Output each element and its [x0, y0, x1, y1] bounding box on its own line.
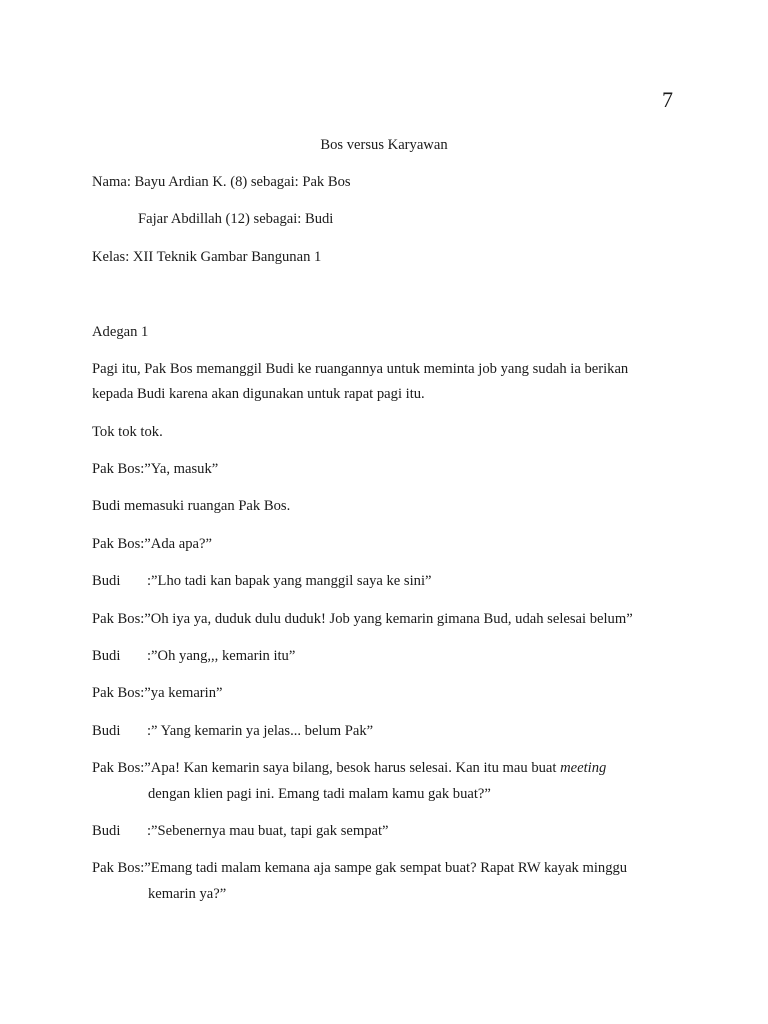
document-title: Bos versus Karyawan	[320, 137, 448, 153]
dialogue-text: :” Yang kemarin ya jelas... belum Pak”	[147, 723, 374, 739]
dialogue-continuation: kemarin ya?”	[148, 886, 227, 902]
scene-intro-line-2: kepada Budi karena akan digunakan untuk rapat pagi itu.	[92, 386, 425, 402]
speaker-name: Budi	[92, 723, 121, 739]
speaker-name: Budi	[92, 823, 121, 839]
dialogue-line: Pak Bos:”ya kemarin”	[92, 685, 223, 701]
dialogue-text: :”Lho tadi kan bapak yang manggil saya ke sini”	[147, 573, 432, 589]
nama-line-2: Fajar Abdillah (12) sebagai: Budi	[138, 211, 334, 227]
page-number: 7	[662, 87, 673, 112]
knock-line: Tok tok tok.	[92, 424, 163, 440]
dialogue-line: Pak Bos:”Oh iya ya, duduk dulu duduk! Job yang kemarin gimana Bud, udah selesai belum”	[92, 611, 633, 627]
nama-line-1: Nama: Bayu Ardian K. (8) sebagai: Pak Bos	[92, 174, 351, 190]
dialogue-text: Pak Bos:”Apa! Kan kemarin saya bilang, besok harus selesai. Kan itu mau buat	[92, 760, 561, 776]
speaker-name: Budi	[92, 648, 121, 664]
speaker-name: Budi	[92, 573, 121, 589]
dialogue-line: Pak Bos:”Ada apa?”	[92, 536, 212, 552]
scene-intro-line-1: Pagi itu, Pak Bos memanggil Budi ke ruangannya untuk meminta job yang sudah ia berikan	[92, 361, 629, 377]
dialogue-line: Pak Bos:”Ya, masuk”	[92, 461, 219, 477]
scene-heading: Adegan 1	[92, 324, 149, 340]
kelas-line: Kelas: XII Teknik Gambar Bangunan 1	[92, 249, 322, 265]
dialogue-text: :”Oh yang,,, kemarin itu”	[147, 648, 296, 664]
dialogue-continuation: dengan klien pagi ini. Emang tadi malam kamu gak buat?”	[148, 786, 491, 802]
dialogue-text: :”Sebenernya mau buat, tapi gak sempat”	[147, 823, 389, 839]
dialogue-line	[92, 760, 606, 777]
stage-direction: Budi memasuki ruangan Pak Bos.	[92, 498, 291, 514]
emphasized-word: meeting	[560, 760, 607, 776]
dialogue-line: Pak Bos:”Emang tadi malam kemana aja sampe gak sempat buat? Rapat RW kayak minggu	[92, 860, 628, 876]
